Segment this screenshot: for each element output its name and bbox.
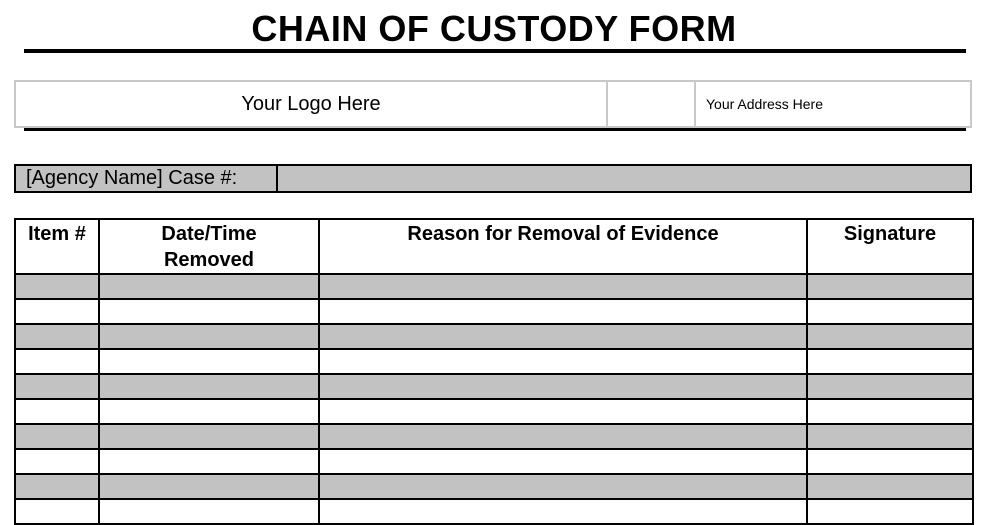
column-header-item-number: Item # bbox=[15, 219, 99, 274]
table-row bbox=[15, 299, 973, 324]
date-time-removed-cell[interactable] bbox=[99, 374, 319, 399]
date-time-removed-cell[interactable] bbox=[99, 399, 319, 424]
signature-cell[interactable] bbox=[807, 299, 973, 324]
table-row bbox=[15, 474, 973, 499]
signature-cell[interactable] bbox=[807, 474, 973, 499]
custody-table-body bbox=[15, 274, 973, 524]
date-time-removed-cell[interactable] bbox=[99, 449, 319, 474]
table-row bbox=[15, 424, 973, 449]
column-header-signature: Signature bbox=[807, 219, 973, 274]
table-row bbox=[15, 324, 973, 349]
signature-cell[interactable] bbox=[807, 449, 973, 474]
item-number-cell[interactable] bbox=[15, 299, 99, 324]
item-number-cell[interactable] bbox=[15, 274, 99, 299]
date-time-removed-cell[interactable] bbox=[99, 299, 319, 324]
item-number-cell[interactable] bbox=[15, 474, 99, 499]
date-time-removed-cell[interactable] bbox=[99, 274, 319, 299]
table-row bbox=[15, 274, 973, 299]
column-header-reason-for-removal: Reason for Removal of Evidence bbox=[319, 219, 807, 274]
date-time-removed-cell[interactable] bbox=[99, 324, 319, 349]
reason-for-removal-cell[interactable] bbox=[319, 399, 807, 424]
reason-for-removal-cell[interactable] bbox=[319, 324, 807, 349]
item-number-cell[interactable] bbox=[15, 349, 99, 374]
address-placeholder[interactable]: Your Address Here bbox=[706, 96, 823, 112]
agency-case-row bbox=[14, 164, 972, 193]
table-row bbox=[15, 374, 973, 399]
reason-for-removal-cell[interactable] bbox=[319, 299, 807, 324]
form-title: CHAIN OF CUSTODY FORM bbox=[251, 8, 737, 49]
signature-cell[interactable] bbox=[807, 424, 973, 449]
reason-for-removal-cell[interactable] bbox=[319, 449, 807, 474]
date-time-removed-cell[interactable] bbox=[99, 474, 319, 499]
case-number-field[interactable] bbox=[278, 166, 970, 191]
item-number-cell[interactable] bbox=[15, 449, 99, 474]
reason-for-removal-cell[interactable] bbox=[319, 474, 807, 499]
custody-table bbox=[14, 218, 974, 525]
signature-cell[interactable] bbox=[807, 349, 973, 374]
reason-for-removal-cell[interactable] bbox=[319, 424, 807, 449]
signature-cell[interactable] bbox=[807, 324, 973, 349]
header-divider bbox=[24, 128, 966, 131]
reason-for-removal-cell[interactable] bbox=[319, 349, 807, 374]
table-header-row bbox=[15, 219, 973, 274]
agency-case-label: [Agency Name] Case #: bbox=[16, 166, 278, 191]
reason-for-removal-cell[interactable] bbox=[319, 374, 807, 399]
table-row bbox=[15, 449, 973, 474]
item-number-cell[interactable] bbox=[15, 374, 99, 399]
date-time-removed-cell[interactable] bbox=[99, 349, 319, 374]
item-number-cell[interactable] bbox=[15, 324, 99, 349]
signature-cell[interactable] bbox=[807, 374, 973, 399]
logo-placeholder[interactable]: Your Logo Here bbox=[16, 82, 608, 126]
title-divider bbox=[24, 49, 966, 53]
header-spacer-cell bbox=[608, 82, 696, 126]
signature-cell[interactable] bbox=[807, 399, 973, 424]
date-time-removed-cell[interactable] bbox=[99, 424, 319, 449]
header-box bbox=[14, 80, 972, 128]
column-header-date-time-removed: Date/Time Removed bbox=[99, 219, 319, 274]
item-number-cell[interactable] bbox=[15, 399, 99, 424]
reason-for-removal-cell[interactable] bbox=[319, 274, 807, 299]
item-number-cell[interactable] bbox=[15, 424, 99, 449]
table-row bbox=[15, 399, 973, 424]
table-row bbox=[15, 349, 973, 374]
signature-cell[interactable] bbox=[807, 274, 973, 299]
